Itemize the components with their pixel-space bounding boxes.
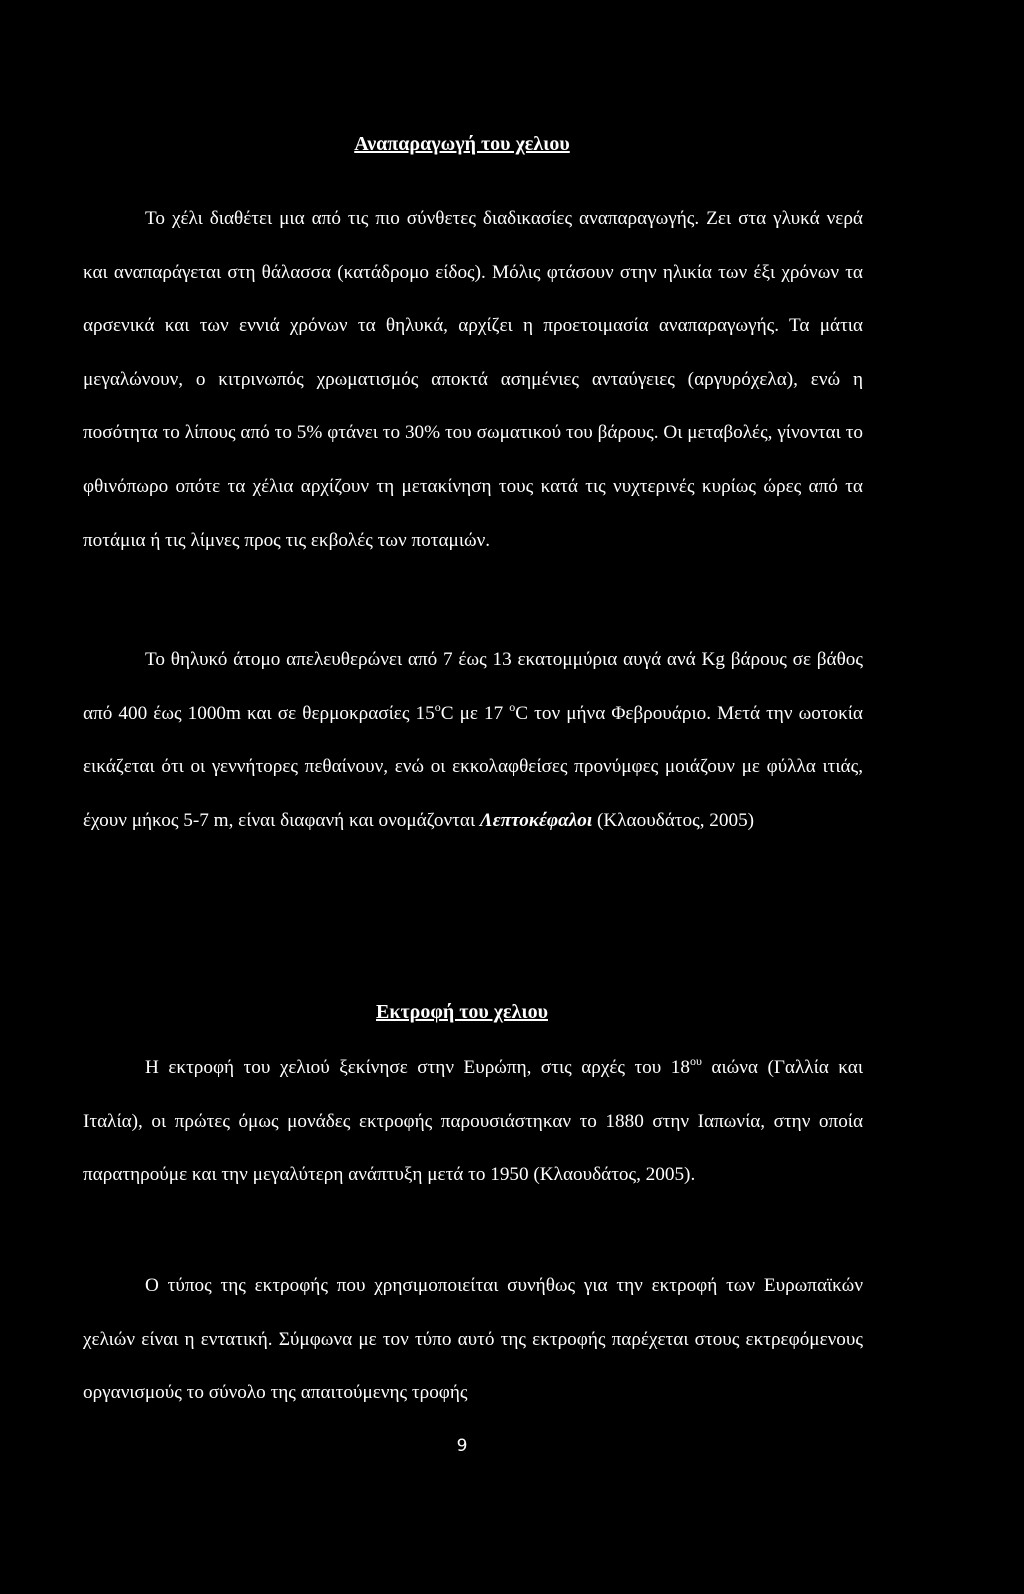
paragraph-text: αιώνα (Γαλλία και Ιταλία), οι πρώτες όμως μονάδες εκτροφής παρουσιάστηκαν το 1880 στην Ιαπωνία, στην οποία παρατηρούμε και την μεγαλύτερη ανάπτυξη μετά το 1950 (Κλαουδάτος, 2005). [83,1057,863,1186]
degree-superscript: ο [434,699,441,714]
paragraph-text: Το θηλυκό άτομο απελευθερώνει από 7 έως 13 εκατομμύρια αυγά ανά Kg βάρους σε βάθος από 400 έως 1000m και σε θερμοκρασίες 15 [83,649,863,724]
paragraph-farming-1 [83,1041,863,1202]
paragraph-text: (Κλαουδάτος, 2005) [592,809,755,831]
emphasis-term: Λεπτοκέφαλοι [479,809,593,831]
paragraph-reproduction-1 [83,192,863,567]
paragraph-text: C τον μήνα Φεβρουάριο. Μετά την ωοτοκία εικάζεται ότι οι γεννήτορες πεθαίνουν, ενώ οι εκκολαφθείσες προνύμφες μοιάζουν με φύλλα ιτιάς, έχουν μήκος 5-7 m, είναι διαφανή και ονομάζονται [83,702,863,831]
section-heading-reproduction: Αναπαραγωγή του χελιου [354,133,570,155]
paragraph-text: Η εκτροφή του χελιού ξεκίνησε στην Ευρώπη, στις αρχές του 18 [145,1057,690,1078]
paragraph-text: Ο τύπος της εκτροφής που χρησιμοποιείται συνήθως για την εκτροφή των Ευρωπαϊκών χελιών είναι η εντατική. Σύμφωνα με τον τύπο αυτό της εκτροφής παρέχεται στους εκτρεφόμενους οργανισμούς το σύνολο της απαιτούμενης τροφής [83,1275,863,1404]
ordinal-superscript: ου [689,1054,702,1068]
paragraph-farming-2 [83,1259,863,1420]
paragraph-reproduction-2 [83,633,863,847]
degree-superscript: ο [509,699,516,714]
section-heading-farming: Εκτροφή του χελιου [376,1001,548,1023]
paragraph-text: C με 17 [440,702,510,724]
page-number: 9 [456,1436,468,1456]
paragraph-text: Το χέλι διαθέτει μια από τις πιο σύνθετες διαδικασίες αναπαραγωγής. Ζει στα γλυκά νερά και αναπαράγεται στη θάλασσα (κατάδρομο είδος). Μόλις φτάσουν στην ηλικία των έξι χρόνων τα αρσενικά και των εννιά χρόνων τα θηλυκά, αρχίζει η προετοιμασία αναπαραγωγής. Τα μάτια μεγαλώνουν, ο κιτρινωπός χρωματισμός αποκτά ασημένιες ανταύγειες (αργυρόχελα), ενώ η ποσότητα το λίπους από το 5% φτάνει το 30% του σωματικού του βάρους. Οι μεταβολές, γίνονται το φθινόπωρο οπότε τα χέλια αρχίζουν τη μετακίνηση τους κατά τις νυχτερινές κυρίως ώρες από τα ποτάμια ή τις λίμνες προς τις εκβολές των ποταμιών. [83,208,863,551]
